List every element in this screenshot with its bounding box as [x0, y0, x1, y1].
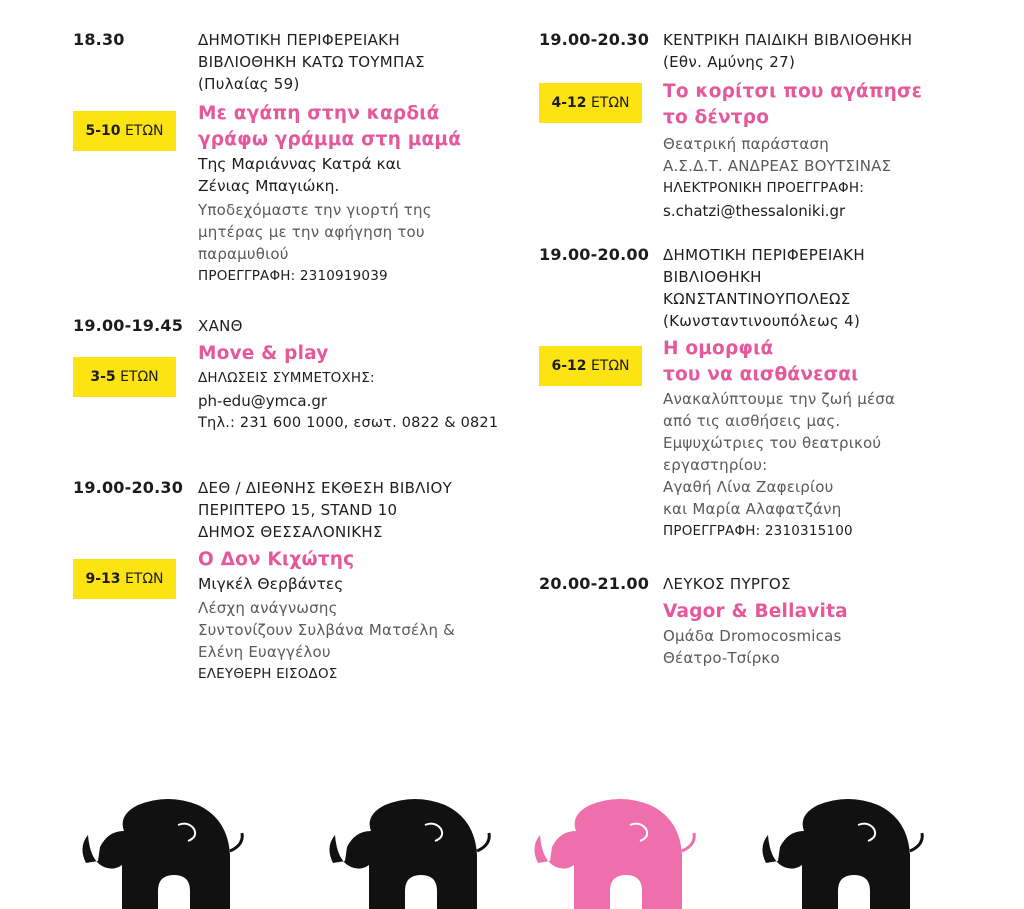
event-location: ΧΑΝΘ	[198, 317, 243, 335]
event-author: Της Μαριάννας Κατρά και Ζένιας Μπαγιώκη.	[198, 155, 402, 195]
age-badge: 6-12 ΕΤΩΝ	[539, 346, 642, 386]
event-registration: ΕΛΕΥΘΕΡΗ ΕΙΣΟΔΟΣ	[198, 666, 338, 682]
event-time: 20.00-21.00	[539, 574, 650, 593]
event-title: Το κορίτσι που αγάπησε το δέντρο	[663, 81, 923, 128]
event-body	[198, 29, 508, 288]
event-location: ΔΕΘ / ΔΙΕΘΝΗΣ ΕΚΘΕΣΗ ΒΙΒΛΙΟΥ ΠΕΡΙΠΤΕΡΟ 15, STAND 10 ΔΗΜΟΣ ΘΕΣΣΑΛΟΝΙΚΗΣ	[198, 479, 453, 541]
event-time: 19.00-19.45	[73, 316, 184, 335]
event-author: Μιγκέλ Θερβάντες	[198, 575, 344, 593]
event-registration: ΠΡΟΕΓΓΡΑΦΗ: 2310315100	[663, 523, 853, 539]
event-email[interactable]: ph-edu@ymca.gr	[198, 392, 328, 410]
event-body	[198, 477, 508, 686]
event-location: ΔΗΜΟΤΙΚΗ ΠΕΡΙΦΕΡΕΙΑΚΗ ΒΙΒΛΙΟΘΗΚΗ ΚΑΤΩ ΤΟΥΜΠΑΣ (Πυλαίας 59)	[198, 31, 425, 93]
event-title: Move & play	[198, 343, 329, 364]
age-badge: 9-13 ΕΤΩΝ	[73, 559, 176, 599]
event-title: Vagor & Bellavita	[663, 601, 848, 622]
elephant-row	[0, 795, 1024, 909]
event-description: Λέσχη ανάγνωσης Συντονίζουν Συλβάνα Ματσέλη & Ελένη Ευαγγέλου	[198, 599, 456, 661]
event-phone: Τηλ.: 231 600 1000, εσωτ. 0822 & 0821	[198, 415, 499, 431]
event-title: Με αγάπη στην καρδιά γράφω γράμμα στη μαμά	[198, 103, 462, 150]
event-title: Ο Δον Κιχώτης	[198, 549, 355, 570]
event-body	[663, 573, 1018, 669]
event-description: Θεατρική παράσταση Α.Σ.Δ.Τ. ΑΝΔΡΕΑΣ ΒΟΥΤΣΙΝΑΣ	[663, 135, 892, 175]
event-registration-label: ΔΗΛΩΣΕΙΣ ΣΥΜΜΕΤΟΧΗΣ:	[198, 370, 375, 386]
event-body	[663, 244, 1018, 543]
elephant-icon	[325, 795, 495, 909]
event-title: Η ομορφιά του να αισθάνεσαι	[663, 338, 859, 385]
event-location: ΔΗΜΟΤΙΚΗ ΠΕΡΙΦΕΡΕΙΑΚΗ ΒΙΒΛΙΟΘΗΚΗ ΚΩΝΣΤΑΝΤΙΝΟΥΠΟΛΕΩΣ (Κωνσταντινουπόλεως 4)	[663, 246, 865, 330]
event-time: 19.00-20.30	[73, 478, 184, 497]
event-time: 19.00-20.00	[539, 245, 650, 264]
age-badge: 4-12 ΕΤΩΝ	[539, 83, 642, 123]
event-registration: ΠΡΟΕΓΓΡΑΦΗ: 2310919039	[198, 268, 388, 284]
age-badge: 5-10 ΕΤΩΝ	[73, 111, 176, 151]
event-time: 18.30	[73, 30, 125, 49]
event-location: ΛΕΥΚΟΣ ΠΥΡΓΟΣ	[663, 575, 791, 593]
elephant-icon	[758, 795, 928, 909]
event-email[interactable]: s.chatzi@thessaloniki.gr	[663, 202, 846, 220]
event-body	[198, 315, 508, 435]
event-time: 19.00-20.30	[539, 30, 650, 49]
event-registration: ΗΛΕΚΤΡΟΝΙΚΗ ΠΡΟΕΓΓΡΑΦΗ:	[663, 180, 864, 196]
event-body	[663, 29, 1018, 222]
elephant-icon	[78, 795, 248, 909]
event-description: Ομάδα Dromocosmicas Θέατρο-Τσίρκο	[663, 627, 842, 667]
elephant-icon-pink	[530, 795, 700, 909]
event-description: Υποδεχόμαστε την γιορτή της μητέρας με την αφήγηση του παραμυθιού	[198, 201, 432, 263]
event-description: Ανακαλύπτουμε την ζωή μέσα από τις αισθήσεις μας. Εμψυχώτριες του θεατρικού εργαστηρίου: Αγαθή Λίνα Ζαφειρίου και Μαρία Αλαφατζάνη	[663, 390, 896, 518]
event-location: ΚΕΝΤΡΙΚΗ ΠΑΙΔΙΚΗ ΒΙΒΛΙΟΘΗΚΗ (Εθν. Αμύνης 27)	[663, 31, 913, 71]
age-badge: 3-5 ΕΤΩΝ	[73, 357, 176, 397]
